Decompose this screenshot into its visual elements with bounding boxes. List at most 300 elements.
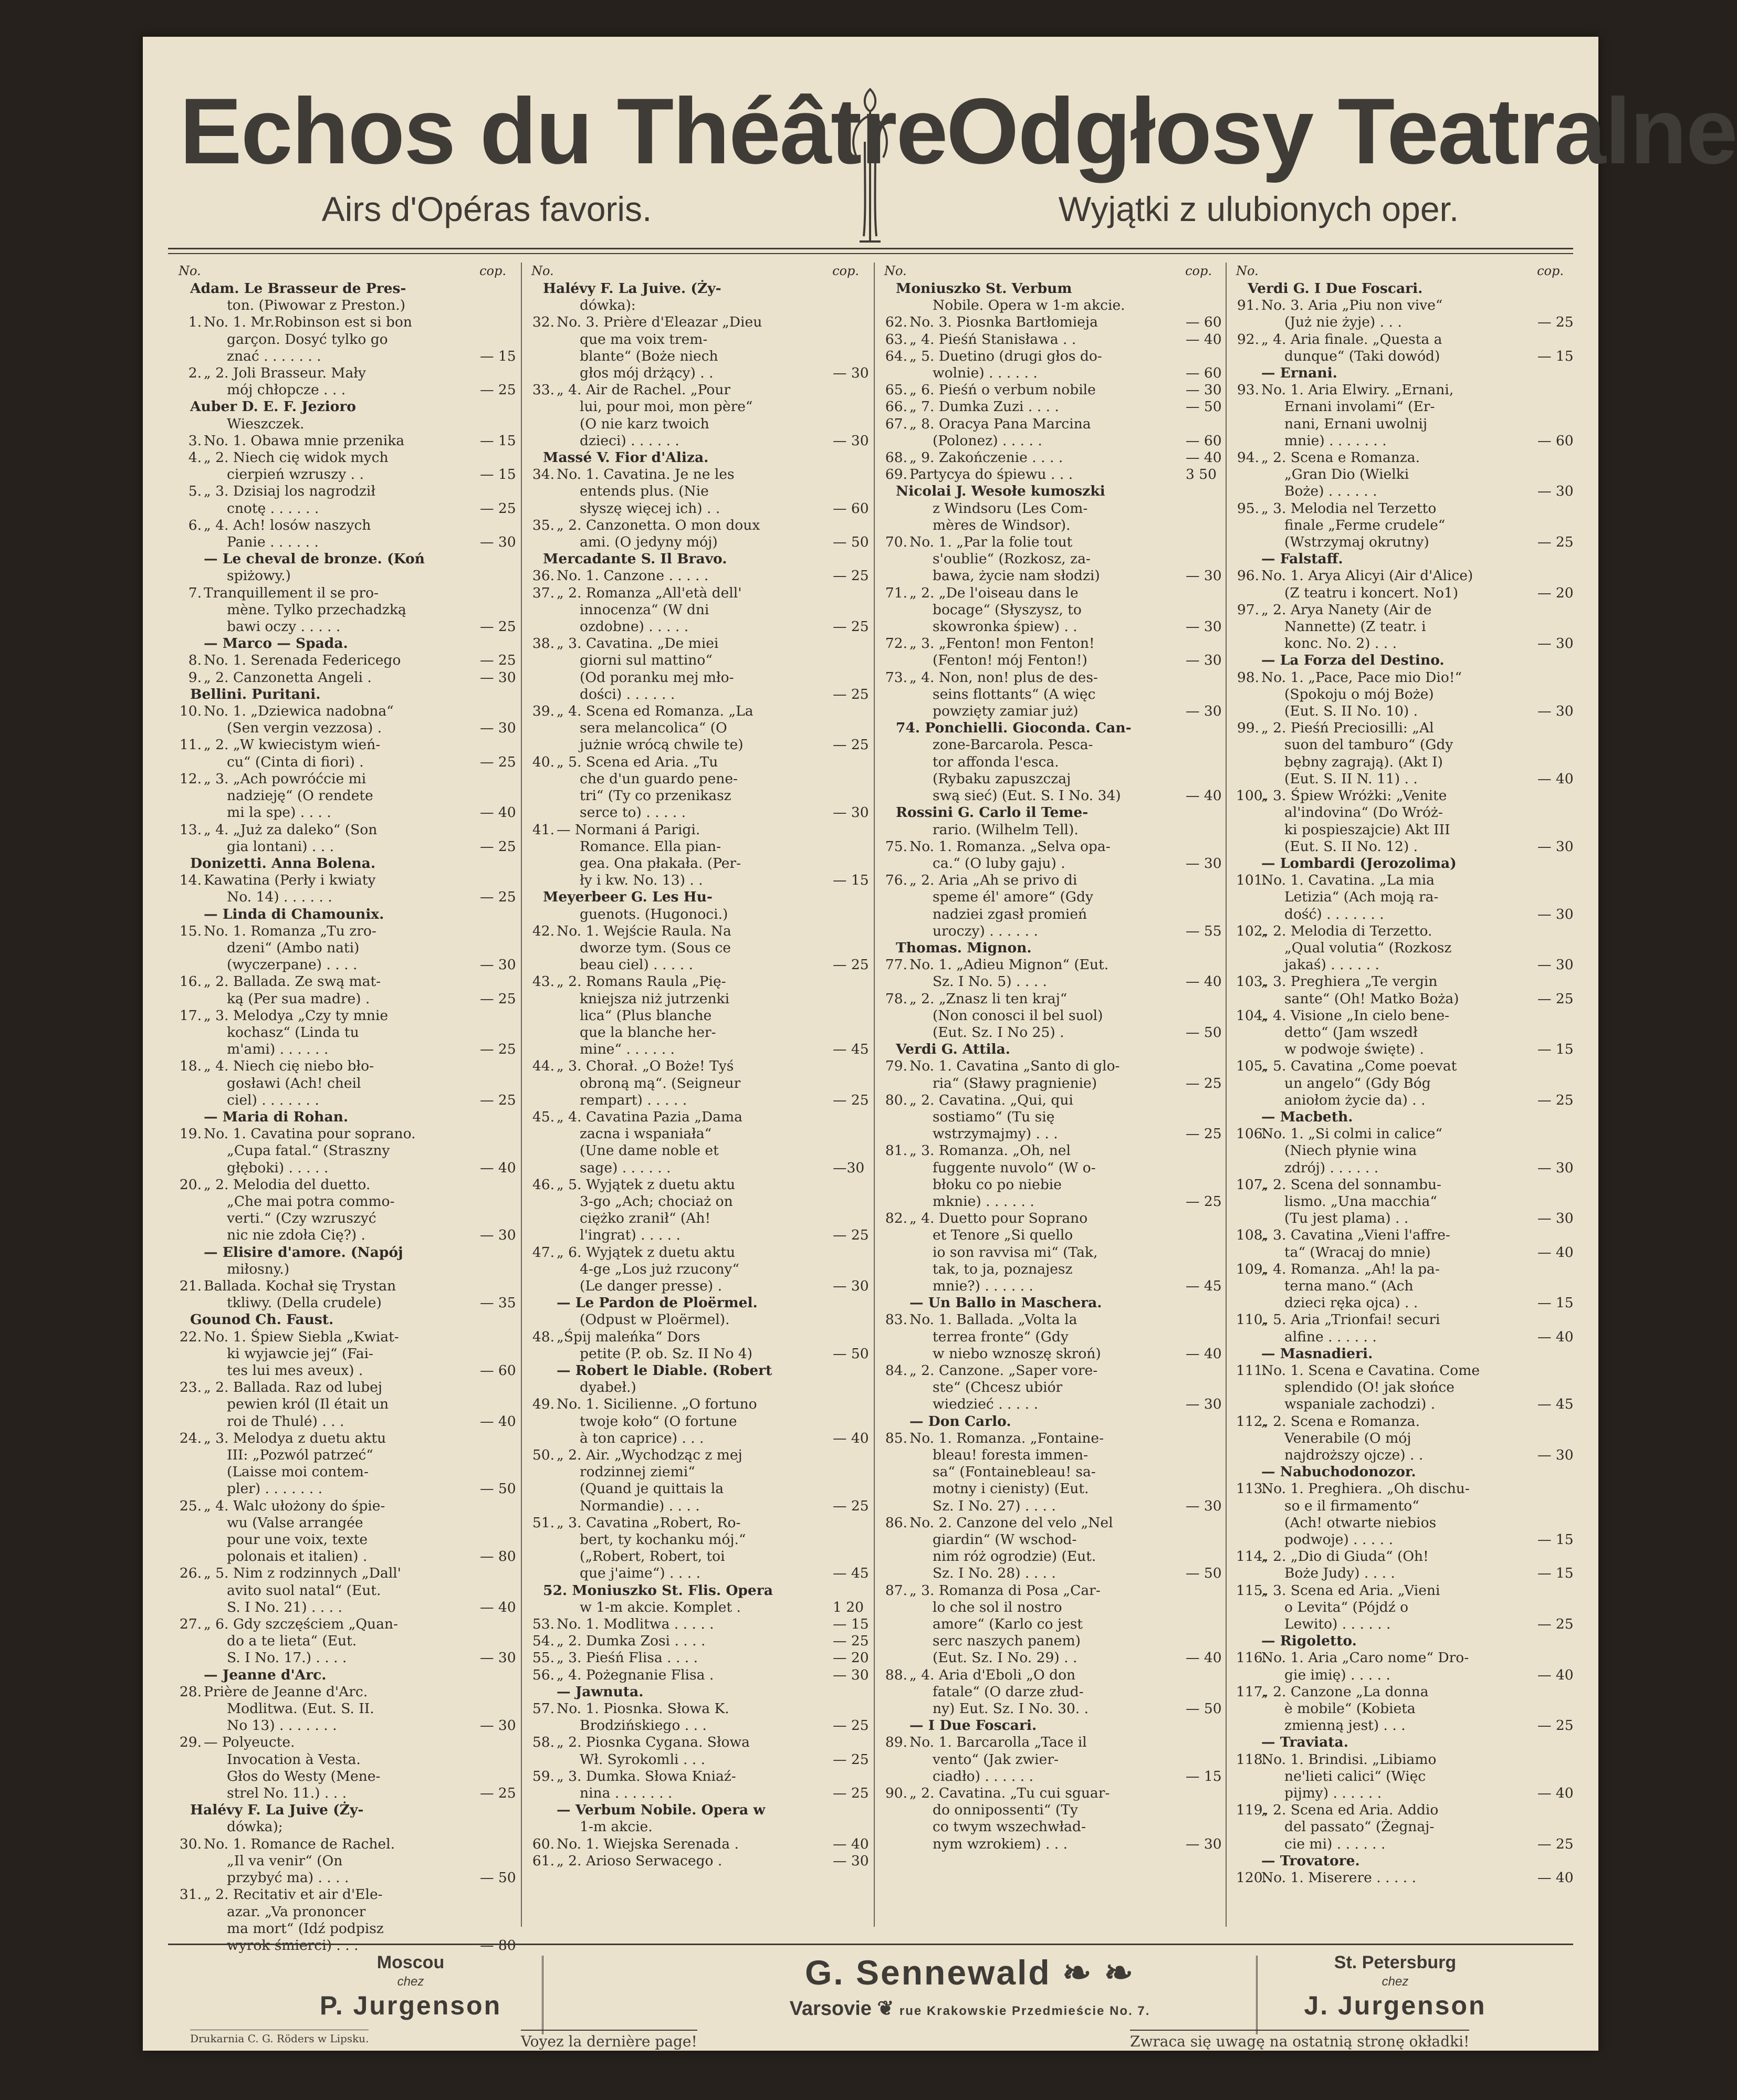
catalog-entry bbox=[179, 652, 516, 669]
entry-text: mi la spe) . . . . bbox=[227, 804, 331, 821]
entry-text: No. 1. „Pace, Pace mio Dio!“ bbox=[1261, 669, 1462, 686]
entry-number: 6. bbox=[188, 517, 202, 533]
entry-text: „ 2. Canzonetta. O mon doux bbox=[557, 517, 760, 533]
entry-price: — 25 bbox=[480, 652, 516, 669]
entry-price: — 50 bbox=[480, 1870, 516, 1886]
entry-number: 25. bbox=[179, 1497, 202, 1514]
entry-price: — 25 bbox=[833, 737, 869, 753]
entry-text: Tranquillement il se pro- bbox=[204, 584, 379, 601]
catalog-entry bbox=[884, 314, 1222, 331]
main-publisher bbox=[694, 1950, 1246, 2025]
entry-price: — 40 bbox=[1537, 1244, 1574, 1261]
entry-text: (Rybaku zapuszczaj bbox=[933, 770, 1071, 787]
entry-price: — 30 bbox=[480, 720, 516, 737]
entry-continuation bbox=[531, 652, 862, 669]
entry-text: jużnie wrócą chwile te) bbox=[580, 737, 744, 753]
entry-text: „ 5. Aria „Trionfai! securi bbox=[1261, 1311, 1440, 1328]
entry-continuation bbox=[179, 1819, 509, 1835]
entry-price: — 30 bbox=[1186, 1497, 1222, 1514]
entry-text: ne'lieti calici“ (Więc bbox=[1284, 1768, 1426, 1784]
entry-text: „ 4. Ach! losów naszych bbox=[204, 517, 371, 533]
catalog-entry bbox=[884, 1582, 1215, 1599]
entry-text: — I Due Foscari. bbox=[909, 1717, 1037, 1734]
entry-number: 119. bbox=[1236, 1802, 1268, 1819]
entry-text: del passato“ (Żegnaj- bbox=[1284, 1819, 1435, 1835]
entry-text: „ 3. Cavatina „Robert, Ro- bbox=[557, 1514, 741, 1531]
entry-text: „ 3. „Fenton! mon Fenton! bbox=[909, 635, 1095, 652]
entry-text: dówka); bbox=[227, 1819, 283, 1835]
entry-continuation bbox=[179, 382, 516, 398]
entry-continuation bbox=[531, 1430, 869, 1447]
entry-price: — 25 bbox=[480, 753, 516, 770]
entry-text: Rossini G. Carlo il Teme- bbox=[896, 804, 1089, 821]
entry-price: — 80 bbox=[480, 1548, 516, 1565]
entry-text: motny i cienisty) (Eut. bbox=[933, 1480, 1089, 1497]
entry-continuation bbox=[531, 1531, 862, 1548]
entry-number: 97. bbox=[1237, 601, 1259, 618]
entry-text: „ 2. Melodia di Terzetto. bbox=[1261, 922, 1432, 939]
opera-heading bbox=[1236, 855, 1567, 872]
entry-text: kniejsza niż jutrzenki bbox=[580, 990, 730, 1007]
entry-text: w niebo wznoszę skroń) bbox=[933, 1345, 1101, 1362]
entry-price: — 50 bbox=[1186, 1700, 1222, 1717]
entry-text: ciężko zranił“ (Ah! bbox=[580, 1210, 711, 1227]
entry-continuation bbox=[884, 1126, 1222, 1142]
entry-price: — 60 bbox=[1537, 432, 1574, 449]
entry-text: que la blanche her- bbox=[580, 1024, 716, 1041]
catalog-entry bbox=[884, 872, 1215, 889]
entry-text: wyrok śmierci) . . . bbox=[227, 1937, 359, 1954]
entry-text: „ 3. Dumka. Słowa Kniaź- bbox=[557, 1768, 736, 1784]
entry-continuation bbox=[179, 940, 509, 957]
entry-price: — 40 bbox=[480, 804, 516, 821]
entry-text: „ 9. Zakończenie . . . . bbox=[909, 449, 1063, 466]
column-divider bbox=[874, 262, 875, 1927]
entry-price: — 30 bbox=[480, 1227, 516, 1244]
entry-continuation bbox=[1236, 940, 1567, 957]
entry-text: fuggente nuvolo“ (W o- bbox=[933, 1159, 1096, 1176]
entry-text: sa“ (Fontainebleau! sa- bbox=[933, 1464, 1096, 1480]
entry-text: Nobile. Opera w 1-m akcie. bbox=[933, 297, 1125, 314]
entry-text: Sz. I No. 5) . . . . bbox=[933, 973, 1047, 990]
entry-text: Głos do Westy (Mene- bbox=[227, 1768, 381, 1784]
entry-text: Mercadante S. Il Bravo. bbox=[543, 551, 727, 568]
entry-price: — 40 bbox=[1186, 1650, 1222, 1666]
entry-text: do a te lieta“ (Eut. bbox=[227, 1633, 357, 1650]
entry-text: Invocation à Vesta. bbox=[227, 1751, 361, 1768]
entry-text: „ 2. Arioso Serwacego . bbox=[557, 1852, 723, 1869]
entry-price: — 40 bbox=[833, 1835, 869, 1852]
catalog-entry bbox=[1236, 382, 1567, 398]
entry-text: cierpień wzruszy . . bbox=[227, 466, 364, 483]
entry-continuation bbox=[884, 365, 1222, 382]
entry-number: 16. bbox=[179, 973, 202, 990]
entry-text: lui, pour moi, mon père“ bbox=[580, 398, 753, 415]
entry-text: ria“ (Sławy pragnienie) bbox=[933, 1075, 1097, 1091]
entry-text: al'indovina“ (Do Wróż- bbox=[1284, 804, 1443, 821]
catalog-entry bbox=[1236, 331, 1567, 348]
entry-continuation bbox=[179, 500, 516, 517]
entry-continuation bbox=[179, 568, 509, 584]
entry-continuation bbox=[531, 1007, 862, 1024]
entry-text: azar. „Va prononcer bbox=[227, 1903, 366, 1920]
composer-heading bbox=[179, 855, 509, 872]
entry-price: — 25 bbox=[833, 618, 869, 635]
entry-text: „ 4. Aria d'Eboli „O don bbox=[909, 1666, 1076, 1683]
entry-number: 8. bbox=[188, 652, 202, 669]
entry-price: — 30 bbox=[833, 1852, 869, 1869]
entry-text: Auber D. E. F. Jezioro bbox=[190, 398, 356, 415]
entry-text: garçon. Dosyć tylko go bbox=[227, 331, 388, 348]
entry-text: dyabeł.) bbox=[580, 1379, 636, 1396]
entry-text: No. 1. Aria „Caro nome“ Dro- bbox=[1261, 1650, 1469, 1666]
entry-text: Prière de Jeanne d'Arc. bbox=[204, 1683, 368, 1700]
catalog-entry bbox=[884, 669, 1215, 686]
catalog-entry bbox=[884, 957, 1215, 973]
entry-price: — 25 bbox=[1537, 1835, 1574, 1852]
entry-text: Ernani involami“ (Er- bbox=[1284, 398, 1435, 415]
entry-continuation bbox=[179, 1717, 516, 1734]
entry-text: No. 1. Romanza. „Selva opa- bbox=[909, 838, 1111, 855]
entry-price: — 25 bbox=[1186, 1193, 1222, 1210]
entry-price: — 30 bbox=[1186, 652, 1222, 669]
entry-price: — 25 bbox=[480, 1785, 516, 1802]
entry-number: 68. bbox=[885, 449, 907, 466]
entry-price: — 40 bbox=[1186, 1345, 1222, 1362]
entry-continuation bbox=[884, 1565, 1222, 1582]
catalog-entry bbox=[884, 1430, 1215, 1447]
catalog-entry bbox=[884, 1311, 1215, 1328]
entry-text: cnotę . . . . . . bbox=[227, 500, 319, 517]
entry-number: 72. bbox=[885, 635, 907, 652]
entry-continuation bbox=[179, 1413, 516, 1430]
entry-number: 54. bbox=[532, 1633, 554, 1650]
entry-text: Verdi G. Attila. bbox=[896, 1041, 1011, 1058]
entry-text: No. 3. Prière d'Eleazar „Dieu bbox=[557, 314, 762, 331]
entry-text: rempart) . . . . . bbox=[580, 1091, 687, 1108]
entry-continuation bbox=[531, 957, 869, 973]
entry-text: tkliwy. (Della crudele) bbox=[227, 1295, 382, 1311]
entry-continuation bbox=[531, 1345, 869, 1362]
entry-number: 73. bbox=[885, 669, 907, 686]
entry-continuation bbox=[1236, 517, 1567, 534]
entry-text: (Sen vergin vezzosa) . bbox=[227, 720, 382, 737]
entry-price: — 35 bbox=[480, 1295, 516, 1311]
entry-text: wolnie) . . . . . . bbox=[933, 365, 1038, 382]
entry-text: uroczy) . . . . . . bbox=[933, 922, 1038, 939]
entry-text: blante“ (Boże niech bbox=[580, 348, 718, 364]
entry-text: z Windsoru (Les Com- bbox=[933, 500, 1088, 517]
entry-continuation bbox=[884, 754, 1215, 771]
catalog-entry bbox=[179, 1278, 509, 1295]
entry-text: „ 5. Cavatina „Come poevat bbox=[1261, 1058, 1457, 1075]
entry-number: 84. bbox=[885, 1362, 907, 1379]
entry-price: — 30 bbox=[480, 1717, 516, 1734]
catalog-entry bbox=[531, 382, 862, 398]
entry-continuation bbox=[884, 551, 1215, 568]
entry-text: (Z teatru i koncert. No1) bbox=[1284, 584, 1459, 601]
entry-price: — 15 bbox=[1537, 348, 1574, 364]
entry-text: najdroższy ojcze) . . bbox=[1284, 1447, 1424, 1464]
entry-text: No. 1. Śpiew Siebla „Kwiat- bbox=[204, 1328, 399, 1345]
entry-continuation bbox=[884, 618, 1222, 635]
entry-number: 61. bbox=[532, 1852, 554, 1869]
entry-text: — Polyeucte. bbox=[204, 1734, 295, 1751]
entry-continuation bbox=[1236, 1498, 1567, 1515]
entry-continuation bbox=[884, 1345, 1222, 1362]
entry-text: — Lombardi (Jerozolima) bbox=[1261, 855, 1457, 872]
entry-number: 3. bbox=[188, 432, 202, 449]
entry-price: — 25 bbox=[833, 1751, 869, 1768]
entry-text: que j'aime“) . . . . bbox=[580, 1565, 700, 1582]
entry-continuation bbox=[884, 1548, 1215, 1565]
entry-text: jakaś) . . . . . . bbox=[1284, 957, 1379, 973]
entry-text: (Wstrzymaj okrutny) bbox=[1284, 534, 1429, 551]
entry-number: 95. bbox=[1237, 500, 1259, 517]
catalog-column-2 bbox=[531, 262, 869, 1932]
column-label-cop: cop. bbox=[1537, 264, 1564, 278]
entry-text: mnie) . . . . . . . bbox=[1284, 432, 1387, 449]
entry-text: ami. (O jedyny mój) bbox=[580, 534, 718, 551]
entry-price: — 40 bbox=[1186, 331, 1222, 348]
entry-text: Sz. I No. 28) . . . . bbox=[933, 1565, 1056, 1582]
entry-text: so e il firmamento“ bbox=[1284, 1497, 1419, 1514]
opera-heading bbox=[179, 906, 509, 923]
entry-continuation bbox=[884, 1160, 1215, 1177]
catalog-column-1 bbox=[179, 262, 516, 1954]
catalog-entry bbox=[179, 314, 509, 331]
entry-number: 22. bbox=[179, 1328, 202, 1345]
entry-text: Nicolai J. Wesołe kumoszki bbox=[896, 483, 1105, 500]
entry-continuation bbox=[531, 1497, 869, 1515]
entry-continuation bbox=[1236, 314, 1574, 331]
entry-price: — 40 bbox=[1537, 1328, 1574, 1345]
column-header bbox=[531, 262, 862, 280]
entry-price: — 30 bbox=[1186, 855, 1222, 872]
catalog-entry bbox=[1236, 1362, 1567, 1379]
entry-text: dzieci ręka ojca) . . bbox=[1284, 1295, 1418, 1311]
opera-heading bbox=[884, 1295, 1215, 1311]
entry-number: 67. bbox=[885, 415, 907, 432]
entry-text: m'ami) . . . . . . bbox=[227, 1041, 329, 1058]
entry-text: rario. (Wilhelm Tell). bbox=[933, 821, 1079, 838]
entry-text: Partycya do śpiewu . . . bbox=[909, 466, 1073, 483]
entry-number: 83. bbox=[885, 1311, 907, 1328]
catalog-entry bbox=[884, 1785, 1215, 1802]
entry-price: — 50 bbox=[1186, 1565, 1222, 1582]
entry-continuation bbox=[1236, 1024, 1567, 1041]
entry-text: „ 3. Melodya z duetu aktu bbox=[204, 1430, 386, 1446]
entry-text: — Le cheval de bronze. (Koń bbox=[204, 551, 425, 568]
entry-number: 26. bbox=[179, 1565, 202, 1582]
entry-price: — 30 bbox=[1537, 1159, 1574, 1176]
catalog-entry bbox=[531, 1633, 869, 1650]
entry-text: (Spokoju o mój Boże) bbox=[1284, 686, 1434, 702]
entry-text: „ 6. Pieśń o verbum nobile bbox=[909, 382, 1096, 398]
entry-text: ką (Per sua madre) . bbox=[227, 990, 370, 1007]
entry-number: 57. bbox=[532, 1700, 554, 1717]
entry-continuation bbox=[884, 1700, 1222, 1717]
entry-continuation bbox=[531, 1091, 869, 1109]
entry-price: — 45 bbox=[833, 1565, 869, 1582]
entry-continuation bbox=[531, 669, 862, 686]
entry-text: s'oublie“ (Rozkosz, za- bbox=[933, 551, 1091, 568]
entry-number: 33. bbox=[532, 382, 554, 398]
entry-number: 63. bbox=[885, 331, 907, 348]
entry-text: „Il va venir“ (On bbox=[227, 1852, 343, 1869]
entry-text: Letizia“ (Ach moją ra- bbox=[1284, 889, 1439, 906]
entry-continuation bbox=[531, 1024, 862, 1041]
entry-text: petite (P. ob. Sz. II No 4) bbox=[580, 1345, 753, 1362]
entry-text: „ 2. Piosnka Cygana. Słowa bbox=[557, 1734, 750, 1751]
entry-price: — 25 bbox=[1537, 1717, 1574, 1734]
entry-continuation bbox=[531, 771, 862, 788]
entry-number: 55. bbox=[532, 1650, 554, 1666]
entry-text: No. 1. Cavatina. Je ne les bbox=[557, 466, 735, 483]
entry-text: polonais et italien) . bbox=[227, 1548, 368, 1565]
entry-text: (Ach! otwarte niebios bbox=[1284, 1514, 1437, 1531]
entry-text: sostiamo“ (Tu się bbox=[933, 1108, 1055, 1125]
entry-text: à ton caprice) . . . bbox=[580, 1430, 704, 1446]
composer-heading bbox=[884, 1041, 1215, 1058]
entry-number: 80. bbox=[885, 1091, 907, 1108]
entry-text: zdrój) . . . . . . bbox=[1284, 1159, 1379, 1176]
entry-text: „ 7. Dumka Zuzi . . . . bbox=[909, 398, 1059, 415]
entry-text: gia lontani) . . . bbox=[227, 838, 334, 855]
entry-text: — Maria di Rohan. bbox=[204, 1108, 349, 1125]
entry-continuation bbox=[531, 297, 862, 314]
composer-heading bbox=[531, 449, 862, 466]
entry-text: (Le danger presse) . bbox=[580, 1277, 722, 1294]
entry-text: zacna i wspaniała“ bbox=[580, 1126, 712, 1142]
entry-price: — 30 bbox=[1186, 382, 1222, 398]
entry-price: — 15 bbox=[833, 1616, 869, 1633]
catalog-entry bbox=[1236, 568, 1567, 584]
column-label-no: No. bbox=[179, 264, 201, 278]
header-rule-thin bbox=[168, 253, 1573, 254]
entry-text: è mobile“ (Kobieta bbox=[1284, 1700, 1416, 1717]
entry-text: zone-Barcarola. Pesca- bbox=[933, 737, 1093, 753]
entry-text: tak, to ja, poznajesz bbox=[933, 1261, 1073, 1277]
entry-price: — 40 bbox=[480, 1599, 516, 1615]
entry-price: — 25 bbox=[1537, 1091, 1574, 1108]
entry-text: wstrzymajmy) . . . bbox=[933, 1126, 1058, 1142]
entry-continuation bbox=[1236, 1091, 1574, 1109]
entry-continuation bbox=[1236, 1159, 1574, 1177]
entry-continuation bbox=[1236, 1295, 1574, 1311]
entry-continuation bbox=[884, 1751, 1215, 1768]
entry-text: Boże Judy) . . . . bbox=[1284, 1565, 1395, 1582]
entry-text: mnie?) . . . . . . bbox=[933, 1277, 1033, 1294]
catalog-entry bbox=[179, 1836, 509, 1853]
entry-text: „ 4. „Już za daleko“ (Son bbox=[204, 821, 378, 838]
entry-number: 2. bbox=[188, 365, 202, 382]
entry-price: — 30 bbox=[1537, 1447, 1574, 1464]
entry-text: — Don Carlo. bbox=[909, 1413, 1011, 1430]
composer-heading bbox=[531, 889, 862, 906]
entry-number: 113. bbox=[1236, 1480, 1268, 1497]
catalog-entry bbox=[179, 1616, 509, 1633]
entry-number: 35. bbox=[532, 517, 554, 533]
catalog-entry bbox=[884, 1515, 1215, 1531]
entry-text: No. 1. Preghiera. „Oh dischu- bbox=[1261, 1480, 1470, 1497]
entry-text: „ 3. Cavatina „Vieni l'affre- bbox=[1261, 1227, 1450, 1244]
catalog-entry bbox=[531, 517, 862, 534]
catalog-entry bbox=[1236, 1261, 1567, 1278]
entry-text: „ 4. Cavatina Pazia „Dama bbox=[557, 1108, 742, 1125]
entry-continuation bbox=[884, 1379, 1215, 1396]
entry-text: tes lui mes aveux) . bbox=[227, 1362, 363, 1379]
entry-continuation bbox=[1236, 1616, 1574, 1633]
catalog-entry bbox=[884, 991, 1215, 1007]
entry-number: 28. bbox=[179, 1683, 202, 1700]
entry-text: słyszę więcej ich) . . bbox=[580, 500, 720, 517]
entry-text: alfine . . . . . . bbox=[1284, 1328, 1377, 1345]
entry-text: terrea fronte“ (Gdy bbox=[933, 1328, 1069, 1345]
entry-continuation bbox=[884, 922, 1222, 940]
entry-text: Donizetti. Anna Bolena. bbox=[190, 855, 376, 872]
entry-text: spiżowy.) bbox=[227, 568, 291, 584]
entry-text: (Eut. S. II No. 10) . bbox=[1284, 703, 1418, 720]
entry-text: No. 2. Canzone del velo „Nel bbox=[909, 1514, 1113, 1531]
entry-price: — 40 bbox=[1186, 973, 1222, 990]
entry-text: przybyć ma) . . . . bbox=[227, 1870, 349, 1886]
entry-price: — 30 bbox=[1537, 838, 1574, 855]
entry-continuation bbox=[1236, 1819, 1567, 1835]
entry-text: No 13) . . . . . . . bbox=[227, 1717, 337, 1734]
entry-continuation bbox=[179, 1599, 516, 1616]
entry-number: 76. bbox=[885, 872, 907, 889]
entry-number: 87. bbox=[885, 1582, 907, 1599]
entry-continuation bbox=[884, 1109, 1215, 1126]
entry-continuation bbox=[884, 906, 1215, 923]
entry-text: serce to) . . . . . bbox=[580, 804, 686, 821]
catalog-entry bbox=[1236, 1480, 1567, 1497]
entry-price: — 15 bbox=[1537, 1531, 1574, 1548]
composer-heading bbox=[179, 1802, 509, 1819]
entry-number: 46. bbox=[532, 1176, 554, 1193]
entry-number: 107. bbox=[1236, 1176, 1268, 1193]
entry-text: obroną mą“. (Seigneur bbox=[580, 1075, 741, 1091]
entry-continuation bbox=[1236, 686, 1567, 703]
column-label-cop: cop. bbox=[832, 264, 859, 278]
composer-heading bbox=[1236, 280, 1567, 297]
entry-text: (Już nie żyje) . . . bbox=[1284, 314, 1402, 331]
entry-price: — 40 bbox=[480, 1159, 516, 1176]
entry-number: 24. bbox=[179, 1430, 202, 1446]
entry-price: —30 bbox=[833, 1159, 865, 1176]
entry-text: głos mój drżący) . . bbox=[580, 365, 714, 382]
entry-text: („Robert, Robert, toi bbox=[580, 1548, 725, 1565]
entry-price: — 30 bbox=[1186, 568, 1222, 584]
entry-number: 7. bbox=[188, 584, 202, 601]
entry-text: twoje koło“ (O fortune bbox=[580, 1413, 737, 1430]
entry-text: Boże) . . . . . . bbox=[1284, 483, 1377, 500]
column-divider bbox=[1226, 262, 1227, 1927]
composer-heading bbox=[179, 398, 509, 415]
entry-continuation bbox=[1236, 889, 1567, 906]
column-header bbox=[1236, 262, 1567, 280]
entry-number: 15. bbox=[179, 922, 202, 939]
entry-continuation bbox=[179, 331, 509, 348]
composer-heading bbox=[531, 280, 862, 297]
entry-number: 108. bbox=[1236, 1227, 1268, 1244]
entry-text: „ 2. Ballada. Ze swą mat- bbox=[204, 973, 381, 990]
entry-continuation bbox=[179, 297, 509, 314]
opera-heading bbox=[531, 1802, 862, 1819]
entry-continuation bbox=[884, 1177, 1215, 1193]
entry-price: — 25 bbox=[1186, 1075, 1222, 1091]
